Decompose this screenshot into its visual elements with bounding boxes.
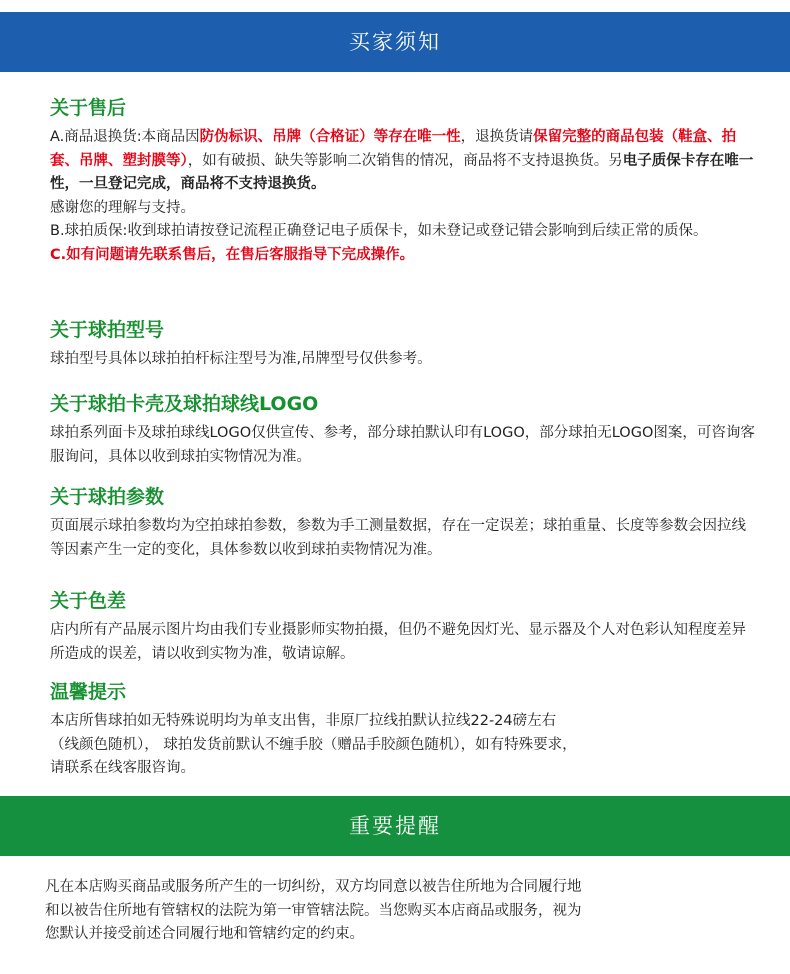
section-logo bbox=[50, 390, 760, 469]
params-text: 页面展示球拍参数均为空拍球拍参数，参数为手工测量数据，存在一定误差；球拍重量、长度等参数会因拉线等因素产生一定的变化，具体参数以收到球拍卖物情况为准。 bbox=[50, 518, 746, 558]
after-sales-a-mid-2: ，如有破损、缺失等影响二次销售的情况，商品将不支持退换货。另 bbox=[187, 152, 623, 169]
after-sales-a-mid: ，退换货请 bbox=[460, 129, 534, 145]
after-sales-item-a bbox=[50, 126, 760, 220]
tips-text bbox=[50, 710, 760, 781]
buyer-notice-banner bbox=[0, 12, 790, 72]
tips-heading: 温馨提示 bbox=[50, 681, 127, 703]
logo-heading: 关于球拍卡壳及球拍球线LOGO bbox=[50, 393, 319, 415]
color-heading: 关于色差 bbox=[50, 590, 127, 612]
buyer-notice-title: 买家须知 bbox=[349, 30, 441, 54]
after-sales-a-end: 感谢您的理解与支持。 bbox=[50, 199, 195, 216]
jurisdiction-line-2: 和以被告住所地有管辖权的法院为第一审管辖法院。当您购买本店商品或服务，视为 bbox=[45, 902, 582, 919]
logo-text: 球拍系列面卡及球拍球线LOGO仅供宣传、参考，部分球拍默认印有LOGO，部分球拍无LOGO图案，可咨询客服询问，具体以收到球拍实物情况为准。 bbox=[50, 425, 755, 465]
section-model bbox=[50, 316, 760, 372]
after-sales-heading: 关于售后 bbox=[50, 97, 127, 119]
tips-line-3: 请联系在线客服咨询。 bbox=[50, 760, 195, 776]
after-sales-a-bold: 电子质保卡存在唯一性，一旦登记完成，商品将不支持退换货。 bbox=[50, 152, 754, 192]
jurisdiction-line-3: 您默认并接受前述合同履行地和管辖约定的约束。 bbox=[45, 926, 364, 942]
section-after-sales bbox=[50, 94, 760, 267]
model-heading: 关于球拍型号 bbox=[50, 319, 165, 341]
params-heading: 关于球拍参数 bbox=[50, 486, 165, 508]
important-reminder-title: 重要提醒 bbox=[349, 814, 441, 838]
after-sales-item-c: C.如有问题请先联系售后，在售后客服指导下完成操作。 bbox=[50, 246, 415, 263]
section-params bbox=[50, 483, 760, 562]
model-text: 球拍型号具体以球拍拍杆标注型号为准,吊牌型号仅供参考。 bbox=[50, 351, 432, 367]
jurisdiction-notice bbox=[45, 876, 765, 947]
after-sales-a-red-2: 保留完整的商品包装（鞋盒、拍套、吊牌、塑封膜等） bbox=[50, 129, 737, 169]
after-sales-a-prefix: A.商品退换货:本商品因 bbox=[50, 129, 200, 145]
section-color bbox=[50, 587, 760, 666]
after-sales-a-red-1: 防伪标识、吊牌（合格证）等存在唯一性 bbox=[199, 129, 461, 145]
section-tips bbox=[50, 678, 760, 781]
tips-line-1: 本店所售球拍如无特殊说明均为单支出售，非原厂拉线拍默认拉线22-24磅左右 bbox=[50, 713, 557, 729]
color-text: 店内所有产品展示图片均由我们专业摄影师实物拍摄，但仍不避免因灯光、显示器及个人对色彩认知程度差异所造成的误差，请以收到实物为准，敬请谅解。 bbox=[50, 622, 746, 662]
tips-line-2: （线颜色随机）， 球拍发货前默认不缠手胶（赠品手胶颜色随机），如有特殊要求， bbox=[50, 736, 577, 753]
jurisdiction-line-1: 凡在本店购买商品或服务所产生的一切纠纷，双方均同意以被告住所地为合同履行地 bbox=[45, 879, 582, 895]
important-reminder-banner bbox=[0, 796, 790, 856]
after-sales-item-b: B.球拍质保:收到球拍请按登记流程正确登记电子质保卡，如未登记或登记错会影响到后续正常的质保。 bbox=[50, 223, 708, 239]
